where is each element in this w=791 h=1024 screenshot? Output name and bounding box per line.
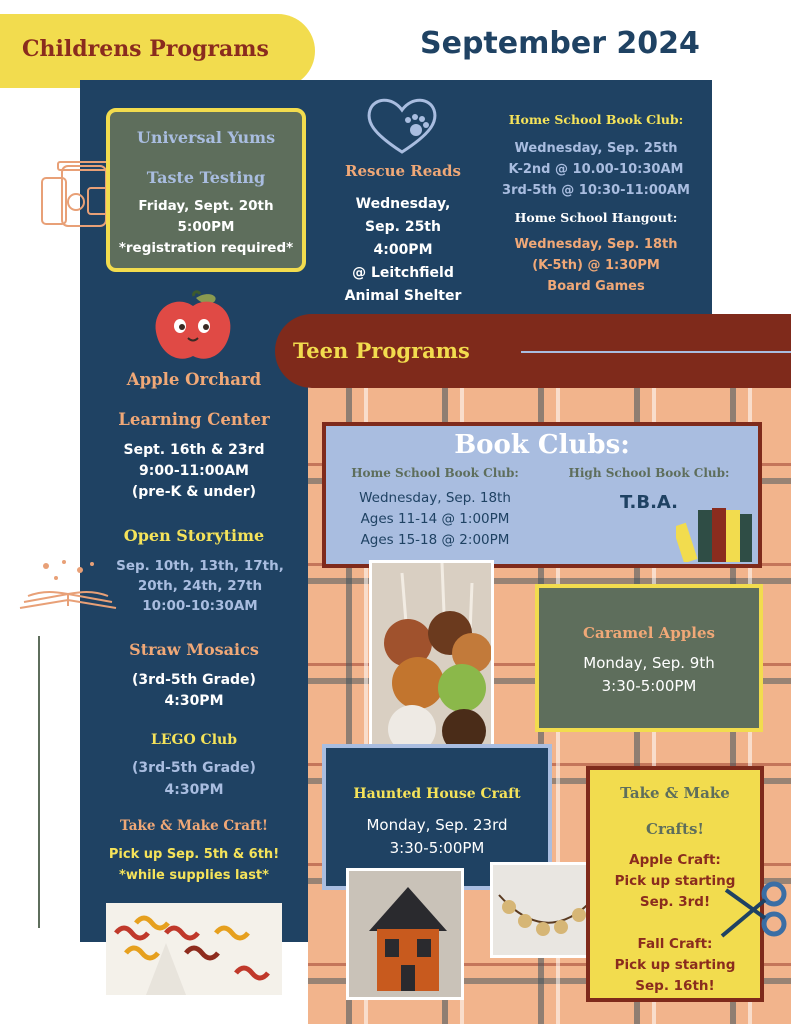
lego-line: 4:30PM	[164, 782, 224, 798]
straw-details	[80, 670, 308, 712]
childrens-programs-banner	[0, 14, 315, 88]
hangout-details	[486, 234, 706, 297]
yums-date: Friday, Sept. 20th	[138, 198, 274, 214]
teen-takemake-title-2: Crafts!	[646, 820, 704, 838]
yums-title-1: Universal Yums	[136, 128, 276, 147]
caramel-apples-photo	[369, 560, 494, 754]
caramel-details	[539, 652, 759, 698]
lego-line: (3rd-5th Grade)	[132, 760, 256, 776]
straw-title: Straw Mosaics	[129, 640, 259, 659]
teen-takemake-title-1: Take & Make	[620, 784, 730, 802]
high-school-title: High School Book Club:	[568, 466, 730, 480]
apple-craft-line: Pick up starting	[614, 873, 736, 889]
apple-icon	[150, 290, 236, 366]
haunted-house-photo	[346, 868, 464, 1000]
book-clubs-card	[322, 422, 762, 568]
homeschool-line: K-2nd @ 10.00-10:30AM	[508, 162, 684, 177]
hangout-line: Board Games	[547, 279, 645, 294]
rescue-line: Wednesday,	[355, 196, 451, 212]
orchard-line: Sept. 16th & 23rd	[123, 442, 265, 458]
orchard-title-2: Learning Center	[118, 410, 270, 429]
month-title: September 2024	[420, 26, 700, 61]
kids-takemake-line: Pick up Sep. 5th & 6th!	[108, 847, 280, 862]
storytime-title: Open Storytime	[123, 526, 265, 545]
orchard-line: 9:00-11:00AM	[139, 463, 249, 479]
haunted-title: Haunted House Craft	[353, 786, 521, 802]
caramel-apples-card	[535, 584, 763, 732]
haunted-line: Monday, Sep. 23rd	[366, 816, 508, 834]
hangout-title: Home School Hangout:	[514, 210, 678, 225]
high-school-tba: T.B.A.	[619, 492, 679, 513]
homeschool-club-details	[486, 138, 706, 201]
straw-line: 4:30PM	[164, 693, 224, 709]
scissors-icon	[716, 880, 788, 950]
homeschool-line: Wednesday, Sep. 25th	[514, 141, 678, 156]
heart-paw-icon	[364, 94, 440, 156]
fall-craft-line: Sep. 16th!	[635, 978, 715, 994]
teen-homeschool-line: Wednesday, Sep. 18th	[359, 490, 511, 506]
rescue-line: Sep. 25th	[365, 219, 441, 235]
straw-mosaic-photo	[106, 903, 282, 995]
teen-programs-banner	[275, 314, 791, 388]
kids-takemake-title: Take & Make Craft!	[120, 818, 268, 834]
hangout-line: Wednesday, Sep. 18th	[514, 237, 678, 252]
fall-craft-line: Pick up starting	[614, 957, 736, 973]
teen-homeschool-line: Ages 15-18 @ 2:00PM	[360, 532, 510, 548]
haunted-line: 3:30-5:00PM	[389, 839, 485, 857]
caramel-title: Caramel Apples	[583, 624, 715, 642]
orchard-line: (pre-K & under)	[131, 484, 257, 500]
teen-banner-rule	[521, 351, 791, 353]
fall-craft-line: Fall Craft:	[637, 936, 713, 952]
orchard-title-1: Apple Orchard	[126, 370, 262, 389]
book-clubs-heading: Book Clubs:	[454, 430, 630, 460]
storytime-line: 20th, 24th, 27th	[137, 578, 263, 594]
childrens-programs-title: Childrens Programs	[22, 36, 269, 62]
yums-title-2: Taste Testing	[146, 168, 266, 187]
lego-details	[80, 757, 308, 801]
rescue-reads-title: Rescue Reads	[345, 162, 461, 180]
rescue-line: 4:00PM	[373, 242, 433, 258]
rescue-line: @ Leitchfield	[352, 265, 454, 281]
apple-craft-line: Apple Craft:	[629, 852, 721, 868]
yums-note: *registration required*	[118, 240, 294, 256]
teen-homeschool-title: Home School Book Club:	[351, 466, 519, 480]
teen-homeschool-details	[332, 488, 538, 551]
kids-takemake-details	[80, 844, 308, 886]
lego-title: LEGO Club	[151, 732, 237, 748]
caramel-line: Monday, Sep. 9th	[583, 654, 715, 672]
hangout-line: (K-5th) @ 1:30PM	[532, 258, 660, 273]
storytime-details	[92, 556, 308, 616]
books-icon	[676, 506, 756, 562]
homeschool-club-title: Home School Book Club:	[508, 112, 684, 127]
kids-takemake-line: *while supplies last*	[119, 868, 269, 883]
storytime-line: 10:00-10:30AM	[142, 598, 258, 614]
storytime-line: Sep. 10th, 13th, 17th,	[116, 558, 284, 574]
yums-time: 5:00PM	[177, 219, 235, 235]
rescue-line: Animal Shelter	[344, 288, 462, 304]
apple-craft-line: Sep. 3rd!	[639, 894, 711, 910]
homeschool-line: 3rd-5th @ 10:30-11:00AM	[502, 183, 690, 198]
straw-line: (3rd-5th Grade)	[132, 672, 256, 688]
teen-homeschool-line: Ages 11-14 @ 1:00PM	[360, 511, 510, 527]
orchard-details	[80, 440, 308, 503]
teen-programs-title: Teen Programs	[293, 338, 470, 363]
caramel-line: 3:30-5:00PM	[601, 677, 697, 695]
rescue-reads-details	[318, 193, 488, 308]
haunted-details	[326, 814, 548, 860]
universal-yums-card	[106, 108, 306, 272]
left-divider-line	[38, 636, 40, 928]
